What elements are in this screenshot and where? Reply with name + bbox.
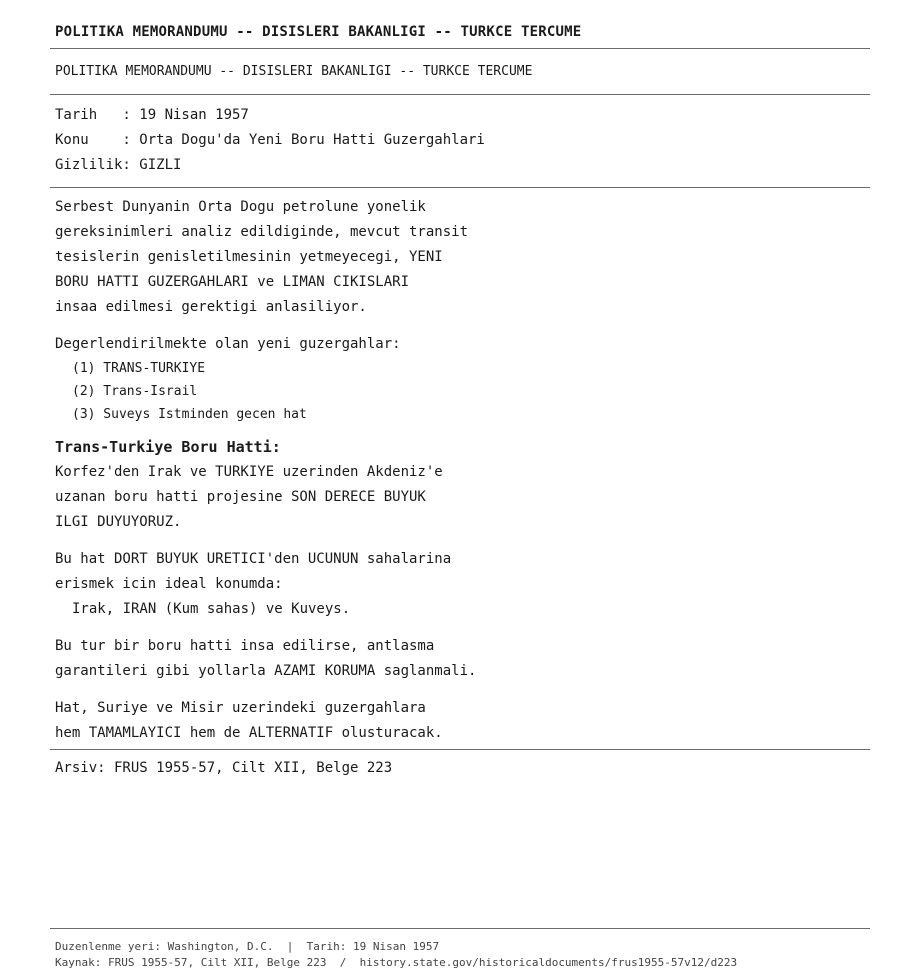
footer-source: Kaynak: FRUS 1955-57, Cilt XII, Belge 223 / history.state.gov/historicaldocuments/frus1955-57v12/d223 bbox=[55, 956, 738, 969]
text-line: BORU HATTI GUZERGAHLARI ve LIMAN CIKISLARI bbox=[55, 274, 410, 290]
text-line: Bu tur bir boru hatti insa edilirse, antlasma bbox=[55, 638, 435, 654]
document-subtitle: POLITIKA MEMORANDUMU -- DISISLERI BAKANLIGI -- TURKCE TERCUME bbox=[55, 64, 533, 79]
routes-list bbox=[55, 357, 870, 426]
document-title: POLITIKA MEMORANDUMU -- DISISLERI BAKANLIGI -- TURKCE TERCUME bbox=[55, 24, 582, 40]
text-line: tesislerin genisletilmesinin yetmeyecegi, YENI bbox=[55, 249, 443, 265]
footer-divider bbox=[50, 928, 870, 929]
meta-date: Tarih : 19 Nisan 1957 bbox=[55, 107, 249, 123]
metadata-block bbox=[50, 103, 870, 178]
text-line: hem TAMAMLAYICI hem de ALTERNATIF olusturacak. bbox=[55, 725, 443, 741]
text-line: erismek icin ideal konumda: bbox=[55, 576, 283, 592]
paragraph-alternatives bbox=[55, 696, 870, 746]
memo-body bbox=[50, 195, 870, 746]
text-line-indented: Irak, IRAN (Kum sahas) ve Kuveys. bbox=[72, 601, 351, 617]
text-line: uzanan boru hatti projesine SON DERECE BUYUK bbox=[55, 489, 426, 505]
text-line: Hat, Suriye ve Misir uzerindeki guzergahlara bbox=[55, 700, 426, 716]
list-item: (3) Suveys Istminden gecen hat bbox=[72, 407, 307, 422]
text-line: Bu hat DORT BUYUK URETICI'den UCUNUN sahalarina bbox=[55, 551, 452, 567]
page-footer bbox=[50, 928, 870, 971]
text-line: insaa edilmesi gerektigi anlasiliyor. bbox=[55, 299, 367, 315]
list-item: (1) TRANS-TURKIYE bbox=[72, 361, 206, 376]
divider bbox=[50, 94, 870, 95]
intro-paragraph bbox=[55, 195, 870, 320]
divider bbox=[50, 187, 870, 188]
text-line: Korfez'den Irak ve TURKIYE uzerinden Akdeniz'e bbox=[55, 464, 443, 480]
meta-subject: Konu : Orta Dogu'da Yeni Boru Hatti Guzergahlari bbox=[55, 132, 485, 148]
paragraph-producers bbox=[55, 547, 870, 622]
divider bbox=[50, 749, 870, 750]
text-line: Serbest Dunyanin Orta Dogu petrolune yonelik bbox=[55, 199, 426, 215]
footer-place-date: Duzenlenme yeri: Washington, D.C. | Tarih: 19 Nisan 1957 bbox=[55, 940, 440, 953]
memorandum-page bbox=[50, 0, 870, 781]
text-line: garantileri gibi yollarla AZAMI KORUMA saglanmali. bbox=[55, 663, 477, 679]
paragraph-protection bbox=[55, 634, 870, 684]
paragraph-interest bbox=[55, 460, 870, 535]
routes-intro: Degerlendirilmekte olan yeni guzergahlar: bbox=[55, 336, 401, 352]
archive-reference: Arsiv: FRUS 1955-57, Cilt XII, Belge 223 bbox=[55, 760, 393, 776]
section-heading: Trans-Turkiye Boru Hatti: bbox=[55, 438, 281, 456]
meta-classification: Gizlilik: GIZLI bbox=[55, 157, 182, 173]
text-line: ILGI DUYUYORUZ. bbox=[55, 514, 182, 530]
text-line: gereksinimleri analiz edildiginde, mevcut transit bbox=[55, 224, 469, 240]
divider bbox=[50, 48, 870, 49]
list-item: (2) Trans-Israil bbox=[72, 384, 198, 399]
